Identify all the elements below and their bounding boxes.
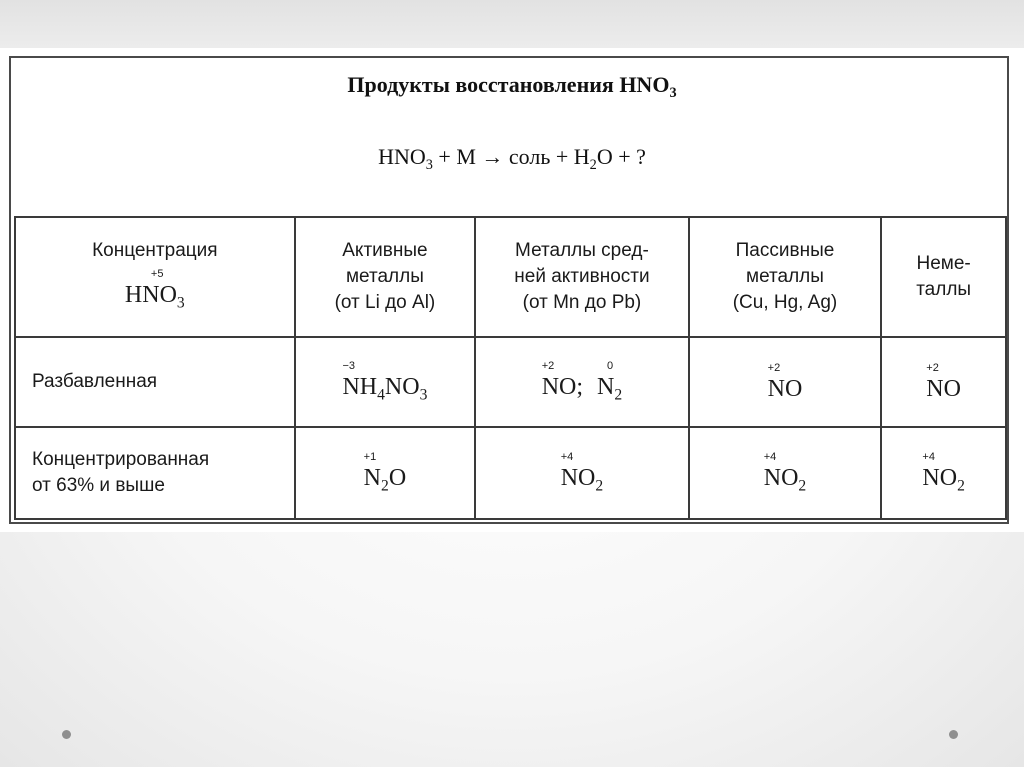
- formula-part: NO: [384, 373, 420, 400]
- cell-conc-active: [295, 427, 476, 519]
- eq-part-3: O + ?: [596, 144, 646, 169]
- row-label-dilute: Разбавленная: [15, 337, 295, 427]
- table-row: [15, 337, 1006, 427]
- ox-state: 0: [607, 359, 614, 372]
- top-band: [0, 0, 1024, 48]
- cell-dilute-active: [295, 337, 476, 427]
- formula-part: NO: [560, 464, 596, 491]
- cell-dilute-nonmetals: [881, 337, 1006, 427]
- ox-state: +2: [541, 359, 555, 372]
- ox-state: +4: [922, 450, 935, 463]
- formula-sub: 2: [798, 477, 807, 495]
- ox-state: −3: [342, 359, 355, 372]
- formula-sub: 3: [419, 386, 428, 404]
- title-subscript: 3: [669, 85, 677, 101]
- formula-part: NO;: [541, 373, 584, 400]
- cell-dilute-medium: [475, 337, 688, 427]
- header-formula: [125, 268, 185, 316]
- header-formula-ox: +5: [150, 267, 164, 280]
- ox-state: +1: [363, 450, 377, 463]
- slide: [0, 48, 1024, 532]
- header-concentration: [15, 217, 295, 337]
- products-table: [14, 216, 1007, 520]
- header-passive-metals-text: Пассивные металлы (Cu, Hg, Ag): [732, 240, 838, 313]
- cell-conc-nonmetals: [881, 427, 1006, 519]
- reaction-equation: [0, 144, 1024, 174]
- table-header-row: [15, 217, 1006, 337]
- cell-dilute-passive: [689, 337, 882, 427]
- header-nonmetals: [881, 217, 1006, 337]
- row-label-concentrated: Концентрированная от 63% и выше: [15, 427, 295, 519]
- eq-part-2: + M → соль + H: [432, 144, 590, 169]
- formula-part: NO: [767, 375, 803, 402]
- eq-sub-1: 3: [425, 157, 433, 173]
- formula-part: NO: [922, 464, 958, 491]
- ox-state: +2: [767, 361, 781, 374]
- table-row: [15, 427, 1006, 519]
- header-active-metals: [295, 217, 476, 337]
- formula-part: NH: [342, 373, 378, 400]
- formula-sub: 2: [595, 477, 604, 495]
- formula-part: NO: [763, 464, 799, 491]
- formula-part: O: [388, 464, 407, 491]
- formula-sub: 2: [614, 386, 623, 404]
- ox-state: +4: [560, 450, 574, 463]
- title-text: Продукты восстановления HNO: [347, 72, 670, 97]
- formula-part: N: [363, 464, 382, 491]
- formula-part: N: [597, 373, 615, 400]
- header-formula-sub: 3: [176, 294, 185, 312]
- eq-part-1: HNO: [378, 144, 426, 169]
- formula-sub: 4: [377, 386, 385, 404]
- header-active-metals-text: Активные металлы (от Li до Al): [334, 240, 436, 313]
- eq-sub-2: 2: [589, 157, 597, 173]
- cell-conc-passive: [689, 427, 882, 519]
- formula-part: NO: [926, 375, 961, 402]
- formula-sub: 2: [957, 477, 965, 495]
- formula-sub: 2: [381, 477, 389, 495]
- cell-conc-medium: [475, 427, 688, 519]
- right-dot-decoration: [949, 730, 958, 739]
- ox-state: +4: [763, 450, 777, 463]
- left-dot-decoration: [62, 730, 71, 739]
- header-medium-metals-text: Металлы сред- ней активности (от Mn до Pb): [514, 240, 650, 313]
- ox-state: +2: [926, 361, 939, 374]
- page-title: [0, 72, 1024, 102]
- header-medium-metals: [475, 217, 688, 337]
- header-formula-text: HNO: [124, 281, 177, 308]
- header-nonmetals-text: Неме- таллы: [916, 253, 972, 300]
- header-passive-metals: [689, 217, 882, 337]
- header-concentration-text: Концентрация: [92, 239, 218, 261]
